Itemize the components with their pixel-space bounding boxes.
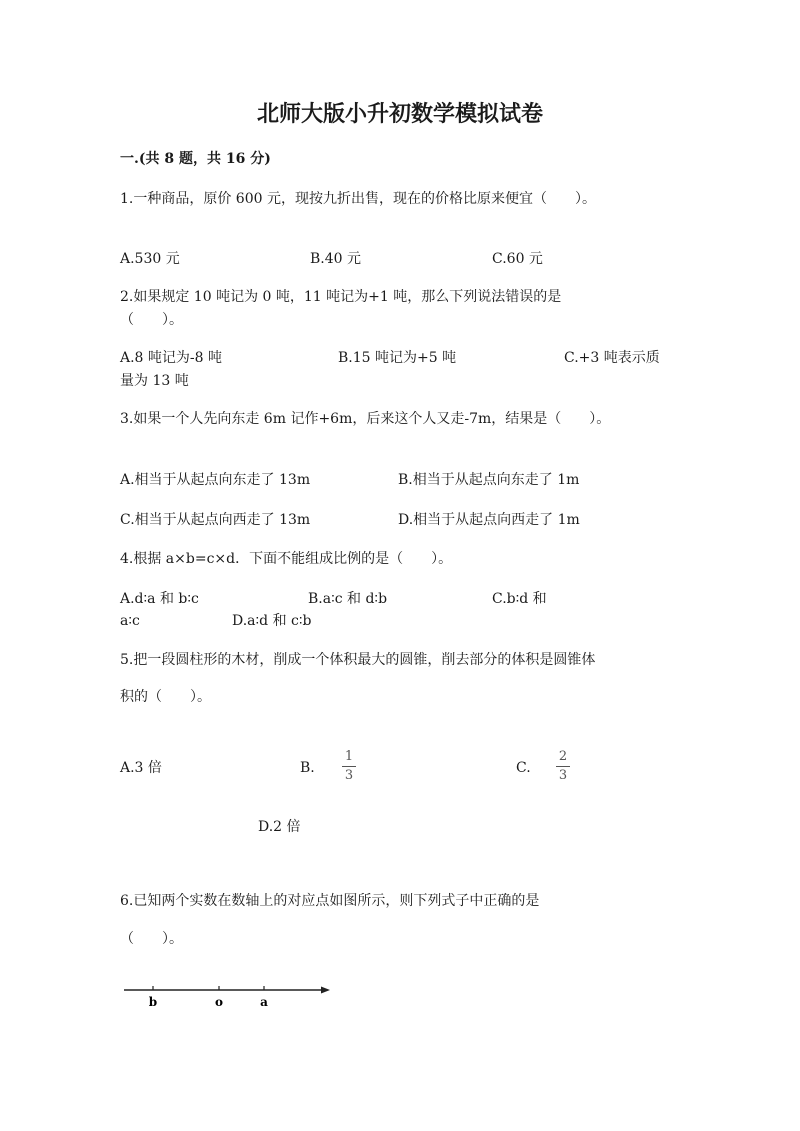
question-5-option-d: D.2 倍 (258, 819, 301, 835)
fraction-denominator: 3 (344, 768, 354, 783)
question-3-option-c: C.相当于从起点向西走了 13m (120, 512, 311, 528)
page-title: 北师大版小升初数学模拟试卷 (256, 101, 543, 127)
number-line-label-a: a (260, 995, 268, 1009)
number-line-label-o: o (214, 995, 224, 1009)
question-4-stem: 4.根据 a×b=c×d．下面不能组成比例的是（ ）。 (120, 551, 453, 567)
number-line-arrow-icon (321, 987, 330, 994)
question-2-option-a: A.8 吨记为-8 吨 (120, 350, 223, 366)
question-1-option-b: B.40 元 (310, 251, 362, 267)
question-2-stem-line-1: 2.如果规定 10 吨记为 0 吨，11 吨记为+1 吨，那么下列说法错误的是 (120, 289, 562, 305)
question-2-stem-line-2: （ ）。 (120, 312, 183, 328)
fraction-denominator: 3 (558, 768, 568, 783)
question-3-option-a: A.相当于从起点向东走了 13m (120, 472, 311, 488)
question-5-stem-line-2: 积的（ ）。 (120, 689, 211, 705)
question-5-option-a: A.3 倍 (120, 760, 162, 776)
question-4-option-c-line-1: C.b∶d 和 (492, 591, 547, 607)
section-heading: 一.(共 8 题，共 16 分) (120, 151, 271, 167)
question-4-option-a: A.d∶a 和 b∶c (120, 591, 199, 607)
question-5-option-c-fraction (556, 750, 570, 783)
number-line-figure (120, 978, 340, 1018)
question-2-option-b: B.15 吨记为+5 吨 (338, 350, 457, 366)
question-3-option-d: D.相当于从起点向西走了 1m (398, 512, 580, 528)
number-line-label-b: b (148, 995, 158, 1009)
question-5-option-c: C. (516, 760, 531, 776)
question-5-stem-line-1: 5.把一段圆柱形的木材，削成一个体积最大的圆锥，削去部分的体积是圆锥体 (120, 652, 596, 668)
question-4-option-b: B.a∶c 和 d∶b (308, 591, 388, 607)
fraction-numerator: 1 (344, 749, 354, 764)
question-1-option-a: A.530 元 (120, 251, 180, 267)
fraction-bar (556, 766, 570, 767)
question-5-option-b: B. (300, 760, 315, 776)
question-2-option-c-line-2: 量为 13 吨 (120, 373, 189, 389)
question-1-option-c: C.60 元 (492, 251, 543, 267)
question-4-option-d: D.a∶d 和 c∶b (232, 613, 312, 629)
question-6-stem-line-1: 6.已知两个实数在数轴上的对应点如图所示，则下列式子中正确的是 (120, 893, 540, 909)
question-6-stem-line-2: （ ）。 (120, 931, 183, 947)
fraction-bar (342, 766, 356, 767)
fraction-numerator: 2 (558, 749, 568, 764)
question-3-stem: 3.如果一个人先向东走 6m 记作+6m，后来这个人又走-7m，结果是（ ）。 (120, 411, 611, 427)
question-4-option-c-line-2: a∶c (120, 613, 140, 629)
question-1-stem: 1.一种商品，原价 600 元，现按九折出售，现在的价格比原来便宜（ ）。 (120, 191, 596, 207)
question-2-option-c-line-1: C.+3 吨表示质 (564, 350, 660, 366)
question-5-option-b-fraction (342, 750, 356, 783)
question-3-option-b: B.相当于从起点向东走了 1m (398, 472, 580, 488)
